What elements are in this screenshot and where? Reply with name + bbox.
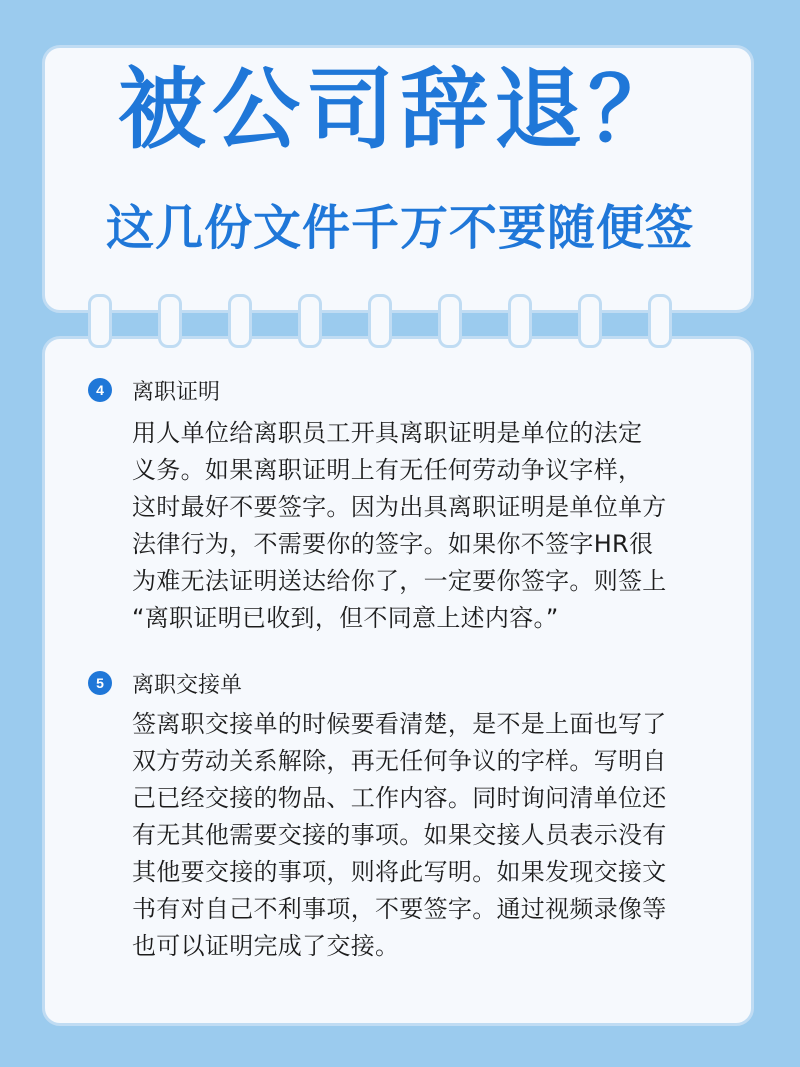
section-heading-resignation-certificate [88,375,220,405]
binder-ring [88,294,112,348]
body-line: 其他要交接的事项，则将此写明。如果发现交接文 [132,858,667,886]
binder-ring [648,294,672,348]
binder-ring [438,294,462,348]
section-body-resignation-certificate [132,415,732,637]
body-line: 为难无法证明送达给你了，一定要你签字。则签上 [132,567,667,595]
section-number-badge: 4 [88,378,112,402]
body-line: 书有对自己不利事项，不要签字。通过视频录像等 [132,895,667,923]
body-line: 有无其他需要交接的事项。如果交接人员表示没有 [132,821,667,849]
body-line: 这时最好不要签字。因为出具离职证明是单位单方 [132,493,667,521]
binder-ring [298,294,322,348]
body-line: 用人单位给离职员工开具离职证明是单位的法定 [132,419,643,447]
binder-ring [578,294,602,348]
section-title: 离职交接单 [132,672,243,698]
body-line: 双方劳动关系解除，再无任何争议的字样。写明自 [132,747,667,775]
page-title: 被公司辞退？ [117,58,682,161]
binder-ring [508,294,532,348]
body-line: 也可以证明完成了交接。 [132,932,400,960]
body-line: 己已经交接的物品、工作内容。同时询问清单位还 [132,784,667,812]
body-line: 法律行为，不需要你的签字。如果你不签字HR很 [132,530,654,558]
section-heading-handover-form [88,668,242,698]
binder-ring [368,294,392,348]
binder-ring [158,294,182,348]
section-title: 离职证明 [132,379,221,405]
section-number-badge: 5 [88,671,112,695]
body-line: “离职证明已收到，但不同意上述内容。” [132,604,559,632]
body-line: 签离职交接单的时候要看清楚，是不是上面也写了 [132,710,667,738]
page-subtitle: 这几份文件千万不要随便签 [105,200,694,256]
section-body-handover-form [132,706,732,965]
binder-ring [228,294,252,348]
body-line: 义务。如果离职证明上有无任何劳动争议字样， [132,456,643,484]
